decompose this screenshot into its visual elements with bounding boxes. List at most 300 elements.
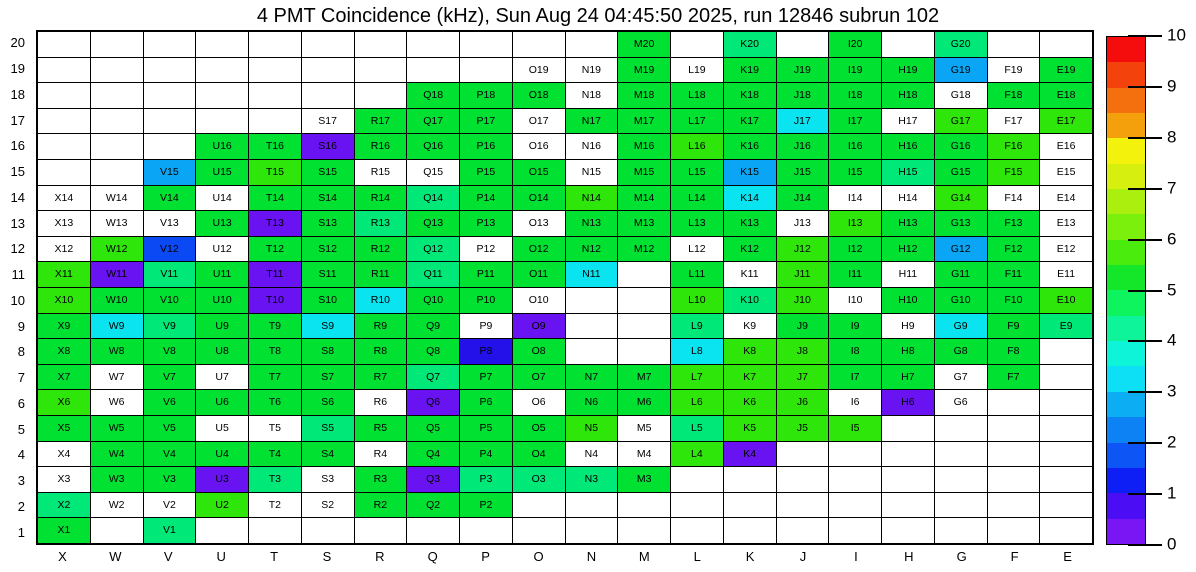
column-label-S: S [322, 549, 332, 564]
row-label-15: 15 [10, 164, 25, 180]
cell-V4: V4 [144, 442, 196, 467]
cell-F17: F17 [988, 109, 1040, 134]
cell-H18: H18 [882, 83, 934, 108]
cell-Q13: Q13 [407, 211, 459, 236]
cell-M7: M7 [618, 365, 670, 390]
cell-W10: W10 [91, 288, 143, 313]
cell-S9: S9 [302, 314, 354, 339]
cell-K7: K7 [724, 365, 776, 390]
colorbar-segment-12 [1107, 341, 1145, 366]
cell-R6: R6 [355, 390, 407, 415]
cell-O9: O9 [513, 314, 565, 339]
cell-I12: I12 [829, 237, 881, 262]
cell-V5: V5 [144, 416, 196, 441]
cell-empty-P20 [460, 32, 512, 57]
cell-empty-V17 [144, 109, 196, 134]
cell-P12: P12 [460, 237, 512, 262]
cell-R4: R4 [355, 442, 407, 467]
cell-empty-N2 [566, 493, 618, 518]
cell-Q3: Q3 [407, 467, 459, 492]
row-label-4: 4 [17, 447, 25, 463]
cell-W6: W6 [91, 390, 143, 415]
cell-V7: V7 [144, 365, 196, 390]
cell-I20: I20 [829, 32, 881, 57]
cell-empty-X20 [38, 32, 90, 57]
cell-W8: W8 [91, 339, 143, 364]
cell-W12: W12 [91, 237, 143, 262]
cell-empty-K2 [724, 493, 776, 518]
cell-N6: N6 [566, 390, 618, 415]
cell-J14: J14 [777, 186, 829, 211]
cell-empty-X18 [38, 83, 90, 108]
cell-F12: F12 [988, 237, 1040, 262]
cell-empty-W18 [91, 83, 143, 108]
cell-U12: U12 [196, 237, 248, 262]
cell-empty-W20 [91, 32, 143, 57]
colorbar-tick-label-3: 3 [1167, 381, 1177, 401]
colorbar-segment-2 [1107, 88, 1145, 113]
cell-P17: P17 [460, 109, 512, 134]
cell-L18: L18 [671, 83, 723, 108]
cell-I17: I17 [829, 109, 881, 134]
cell-X10: X10 [38, 288, 90, 313]
cell-O8: O8 [513, 339, 565, 364]
cell-empty-X19 [38, 58, 90, 83]
row-label-10: 10 [10, 292, 25, 308]
cell-O7: O7 [513, 365, 565, 390]
cell-empty-U1 [196, 518, 248, 543]
cell-M16: M16 [618, 134, 670, 159]
cell-empty-L3 [671, 467, 723, 492]
y-axis-row-labels [0, 30, 31, 545]
cell-O5: O5 [513, 416, 565, 441]
cell-empty-F4 [988, 442, 1040, 467]
row-label-6: 6 [17, 395, 25, 411]
cell-S16: S16 [302, 134, 354, 159]
cell-E16: E16 [1040, 134, 1092, 159]
cell-W7: W7 [91, 365, 143, 390]
cell-R3: R3 [355, 467, 407, 492]
cell-H17: H17 [882, 109, 934, 134]
cell-P11: P11 [460, 262, 512, 287]
cell-G10: G10 [935, 288, 987, 313]
cell-empty-J4 [777, 442, 829, 467]
cell-Q18: Q18 [407, 83, 459, 108]
cell-X12: X12 [38, 237, 90, 262]
cell-L12: L12 [671, 237, 723, 262]
cell-F19: F19 [988, 58, 1040, 83]
cell-empty-E8 [1040, 339, 1092, 364]
colorbar-segment-10 [1107, 290, 1145, 315]
cell-O4: O4 [513, 442, 565, 467]
cell-J17: J17 [777, 109, 829, 134]
cell-I18: I18 [829, 83, 881, 108]
cell-W13: W13 [91, 211, 143, 236]
cell-empty-W17 [91, 109, 143, 134]
cell-L4: L4 [671, 442, 723, 467]
cell-empty-P1 [460, 518, 512, 543]
cell-S8: S8 [302, 339, 354, 364]
cell-R11: R11 [355, 262, 407, 287]
cell-X13: X13 [38, 211, 90, 236]
cell-F15: F15 [988, 160, 1040, 185]
cell-T15: T15 [249, 160, 301, 185]
cell-empty-V16 [144, 134, 196, 159]
cell-U16: U16 [196, 134, 248, 159]
cell-V15: V15 [144, 160, 196, 185]
cell-empty-F3 [988, 467, 1040, 492]
cell-J15: J15 [777, 160, 829, 185]
cell-J18: J18 [777, 83, 829, 108]
cell-V13: V13 [144, 211, 196, 236]
row-label-2: 2 [17, 498, 25, 514]
cell-H16: H16 [882, 134, 934, 159]
colorbar [1106, 36, 1146, 545]
cell-empty-S19 [302, 58, 354, 83]
cell-empty-S20 [302, 32, 354, 57]
cell-empty-N9 [566, 314, 618, 339]
cell-E15: E15 [1040, 160, 1092, 185]
column-label-E: E [1063, 549, 1072, 564]
cell-S10: S10 [302, 288, 354, 313]
cell-K20: K20 [724, 32, 776, 57]
cell-O16: O16 [513, 134, 565, 159]
cell-S11: S11 [302, 262, 354, 287]
cell-O17: O17 [513, 109, 565, 134]
cell-O18: O18 [513, 83, 565, 108]
cell-Q2: Q2 [407, 493, 459, 518]
column-label-L: L [693, 549, 701, 564]
cell-empty-W1 [91, 518, 143, 543]
heatmap-grid [36, 30, 1094, 545]
colorbar-tick-label-10: 10 [1167, 25, 1186, 45]
column-label-M: M [638, 549, 650, 564]
cell-empty-I2 [829, 493, 881, 518]
row-label-19: 19 [10, 61, 25, 77]
cell-empty-T1 [249, 518, 301, 543]
cell-K10: K10 [724, 288, 776, 313]
colorbar-segment-11 [1107, 316, 1145, 341]
cell-S17: S17 [302, 109, 354, 134]
cell-T2: T2 [249, 493, 301, 518]
cell-Q7: Q7 [407, 365, 459, 390]
cell-X6: X6 [38, 390, 90, 415]
cell-O6: O6 [513, 390, 565, 415]
cell-empty-E5 [1040, 416, 1092, 441]
cell-empty-L2 [671, 493, 723, 518]
cell-empty-G4 [935, 442, 987, 467]
cell-empty-I3 [829, 467, 881, 492]
cell-R5: R5 [355, 416, 407, 441]
cell-G13: G13 [935, 211, 987, 236]
cell-R15: R15 [355, 160, 407, 185]
colorbar-segment-17 [1107, 468, 1145, 493]
cell-P18: P18 [460, 83, 512, 108]
cell-X8: X8 [38, 339, 90, 364]
cell-X11: X11 [38, 262, 90, 287]
cell-P6: P6 [460, 390, 512, 415]
cell-T11: T11 [249, 262, 301, 287]
cell-W9: W9 [91, 314, 143, 339]
cell-Q9: Q9 [407, 314, 459, 339]
row-label-9: 9 [17, 318, 25, 334]
cell-R12: R12 [355, 237, 407, 262]
column-label-Q: Q [427, 549, 438, 564]
cell-H8: H8 [882, 339, 934, 364]
cell-U4: U4 [196, 442, 248, 467]
cell-R13: R13 [355, 211, 407, 236]
cell-G7: G7 [935, 365, 987, 390]
colorbar-tick-label-1: 1 [1167, 483, 1177, 503]
cell-I13: I13 [829, 211, 881, 236]
cell-M19: M19 [618, 58, 670, 83]
cell-empty-E6 [1040, 390, 1092, 415]
colorbar-segment-16 [1107, 443, 1145, 468]
cell-H11: H11 [882, 262, 934, 287]
cell-empty-Q19 [407, 58, 459, 83]
cell-L5: L5 [671, 416, 723, 441]
cell-I19: I19 [829, 58, 881, 83]
column-label-R: R [375, 549, 385, 564]
cell-T12: T12 [249, 237, 301, 262]
cell-empty-X17 [38, 109, 90, 134]
cell-M12: M12 [618, 237, 670, 262]
cell-empty-T17 [249, 109, 301, 134]
cell-M5: M5 [618, 416, 670, 441]
cell-Q6: Q6 [407, 390, 459, 415]
cell-X2: X2 [38, 493, 90, 518]
cell-G14: G14 [935, 186, 987, 211]
column-label-N: N [586, 549, 597, 564]
cell-empty-U18 [196, 83, 248, 108]
cell-empty-R18 [355, 83, 407, 108]
cell-Q10: Q10 [407, 288, 459, 313]
cell-K17: K17 [724, 109, 776, 134]
cell-N11: N11 [566, 262, 618, 287]
cell-L14: L14 [671, 186, 723, 211]
cell-L16: L16 [671, 134, 723, 159]
cell-empty-L20 [671, 32, 723, 57]
cell-H10: H10 [882, 288, 934, 313]
cell-Q12: Q12 [407, 237, 459, 262]
cell-U2: U2 [196, 493, 248, 518]
cell-K15: K15 [724, 160, 776, 185]
cell-M3: M3 [618, 467, 670, 492]
cell-K12: K12 [724, 237, 776, 262]
cell-N12: N12 [566, 237, 618, 262]
cell-empty-V20 [144, 32, 196, 57]
cell-empty-E7 [1040, 365, 1092, 390]
cell-P13: P13 [460, 211, 512, 236]
cell-U6: U6 [196, 390, 248, 415]
cell-J6: J6 [777, 390, 829, 415]
cell-U3: U3 [196, 467, 248, 492]
cell-V2: V2 [144, 493, 196, 518]
cell-N14: N14 [566, 186, 618, 211]
cell-empty-V18 [144, 83, 196, 108]
cell-S2: S2 [302, 493, 354, 518]
cell-U14: U14 [196, 186, 248, 211]
cell-empty-E3 [1040, 467, 1092, 492]
cell-empty-H20 [882, 32, 934, 57]
colorbar-tick-label-9: 9 [1167, 76, 1177, 96]
cell-G11: G11 [935, 262, 987, 287]
cell-empty-T18 [249, 83, 301, 108]
colorbar-segment-0 [1107, 37, 1145, 62]
cell-empty-X15 [38, 160, 90, 185]
colorbar-segment-1 [1107, 62, 1145, 87]
cell-P9: P9 [460, 314, 512, 339]
cell-empty-P19 [460, 58, 512, 83]
colorbar-segment-5 [1107, 164, 1145, 189]
cell-empty-U17 [196, 109, 248, 134]
cell-I11: I11 [829, 262, 881, 287]
cell-O13: O13 [513, 211, 565, 236]
cell-G17: G17 [935, 109, 987, 134]
cell-N13: N13 [566, 211, 618, 236]
cell-R10: R10 [355, 288, 407, 313]
colorbar-segment-13 [1107, 366, 1145, 391]
cell-empty-I4 [829, 442, 881, 467]
cell-I7: I7 [829, 365, 881, 390]
cell-G15: G15 [935, 160, 987, 185]
cell-U10: U10 [196, 288, 248, 313]
colorbar-tick-label-5: 5 [1167, 280, 1177, 300]
cell-W3: W3 [91, 467, 143, 492]
cell-V10: V10 [144, 288, 196, 313]
colorbar-segment-18 [1107, 493, 1145, 518]
cell-J16: J16 [777, 134, 829, 159]
cell-empty-O1 [513, 518, 565, 543]
cell-empty-Q1 [407, 518, 459, 543]
cell-K11: K11 [724, 262, 776, 287]
cell-J11: J11 [777, 262, 829, 287]
cell-empty-F6 [988, 390, 1040, 415]
cell-empty-T19 [249, 58, 301, 83]
cell-empty-M9 [618, 314, 670, 339]
cell-empty-F1 [988, 518, 1040, 543]
cell-K8: K8 [724, 339, 776, 364]
column-label-F: F [1010, 549, 1019, 564]
cell-I5: I5 [829, 416, 881, 441]
colorbar-segment-6 [1107, 189, 1145, 214]
row-label-16: 16 [10, 138, 25, 154]
cell-F14: F14 [988, 186, 1040, 211]
cell-empty-F2 [988, 493, 1040, 518]
cell-R9: R9 [355, 314, 407, 339]
cell-G16: G16 [935, 134, 987, 159]
cell-W5: W5 [91, 416, 143, 441]
column-label-X: X [58, 549, 67, 564]
cell-Q11: Q11 [407, 262, 459, 287]
cell-V1: V1 [144, 518, 196, 543]
cell-I8: I8 [829, 339, 881, 364]
cell-K6: K6 [724, 390, 776, 415]
cell-G12: G12 [935, 237, 987, 262]
cell-empty-H2 [882, 493, 934, 518]
cell-E17: E17 [1040, 109, 1092, 134]
cell-P16: P16 [460, 134, 512, 159]
cell-G18: G18 [935, 83, 987, 108]
row-label-1: 1 [17, 524, 25, 540]
cell-M13: M13 [618, 211, 670, 236]
cell-M15: M15 [618, 160, 670, 185]
cell-empty-H4 [882, 442, 934, 467]
cell-E13: E13 [1040, 211, 1092, 236]
cell-Q15: Q15 [407, 160, 459, 185]
cell-empty-F5 [988, 416, 1040, 441]
cell-I6: I6 [829, 390, 881, 415]
cell-empty-T20 [249, 32, 301, 57]
cell-G19: G19 [935, 58, 987, 83]
cell-M20: M20 [618, 32, 670, 57]
cell-X4: X4 [38, 442, 90, 467]
cell-empty-O2 [513, 493, 565, 518]
cell-F7: F7 [988, 365, 1040, 390]
cell-empty-I1 [829, 518, 881, 543]
cell-empty-R1 [355, 518, 407, 543]
cell-K14: K14 [724, 186, 776, 211]
cell-N7: N7 [566, 365, 618, 390]
cell-V14: V14 [144, 186, 196, 211]
cell-V11: V11 [144, 262, 196, 287]
cell-K13: K13 [724, 211, 776, 236]
cell-E10: E10 [1040, 288, 1092, 313]
cell-empty-U19 [196, 58, 248, 83]
colorbar-segment-4 [1107, 138, 1145, 163]
cell-Q5: Q5 [407, 416, 459, 441]
cell-K19: K19 [724, 58, 776, 83]
cell-Q8: Q8 [407, 339, 459, 364]
cell-K4: K4 [724, 442, 776, 467]
cell-K5: K5 [724, 416, 776, 441]
cell-R2: R2 [355, 493, 407, 518]
cell-I16: I16 [829, 134, 881, 159]
cell-T13: T13 [249, 211, 301, 236]
cell-I15: I15 [829, 160, 881, 185]
cell-N5: N5 [566, 416, 618, 441]
cell-empty-G3 [935, 467, 987, 492]
cell-M4: M4 [618, 442, 670, 467]
cell-T10: T10 [249, 288, 301, 313]
cell-empty-J1 [777, 518, 829, 543]
cell-empty-M8 [618, 339, 670, 364]
chart-title: 4 PMT Coincidence (kHz), Sun Aug 24 04:45:50 2025, run 12846 subrun 102 [256, 5, 940, 27]
cell-W2: W2 [91, 493, 143, 518]
cell-J19: J19 [777, 58, 829, 83]
cell-L10: L10 [671, 288, 723, 313]
cell-G8: G8 [935, 339, 987, 364]
cell-I9: I9 [829, 314, 881, 339]
cell-K9: K9 [724, 314, 776, 339]
cell-T5: T5 [249, 416, 301, 441]
cell-empty-E20 [1040, 32, 1092, 57]
cell-Q14: Q14 [407, 186, 459, 211]
cell-N3: N3 [566, 467, 618, 492]
cell-empty-L1 [671, 518, 723, 543]
cell-X3: X3 [38, 467, 90, 492]
cell-E11: E11 [1040, 262, 1092, 287]
cell-P5: P5 [460, 416, 512, 441]
cell-R7: R7 [355, 365, 407, 390]
cell-I10: I10 [829, 288, 881, 313]
cell-G6: G6 [935, 390, 987, 415]
cell-Q16: Q16 [407, 134, 459, 159]
cell-O12: O12 [513, 237, 565, 262]
cell-V8: V8 [144, 339, 196, 364]
cell-empty-R19 [355, 58, 407, 83]
cell-H7: H7 [882, 365, 934, 390]
